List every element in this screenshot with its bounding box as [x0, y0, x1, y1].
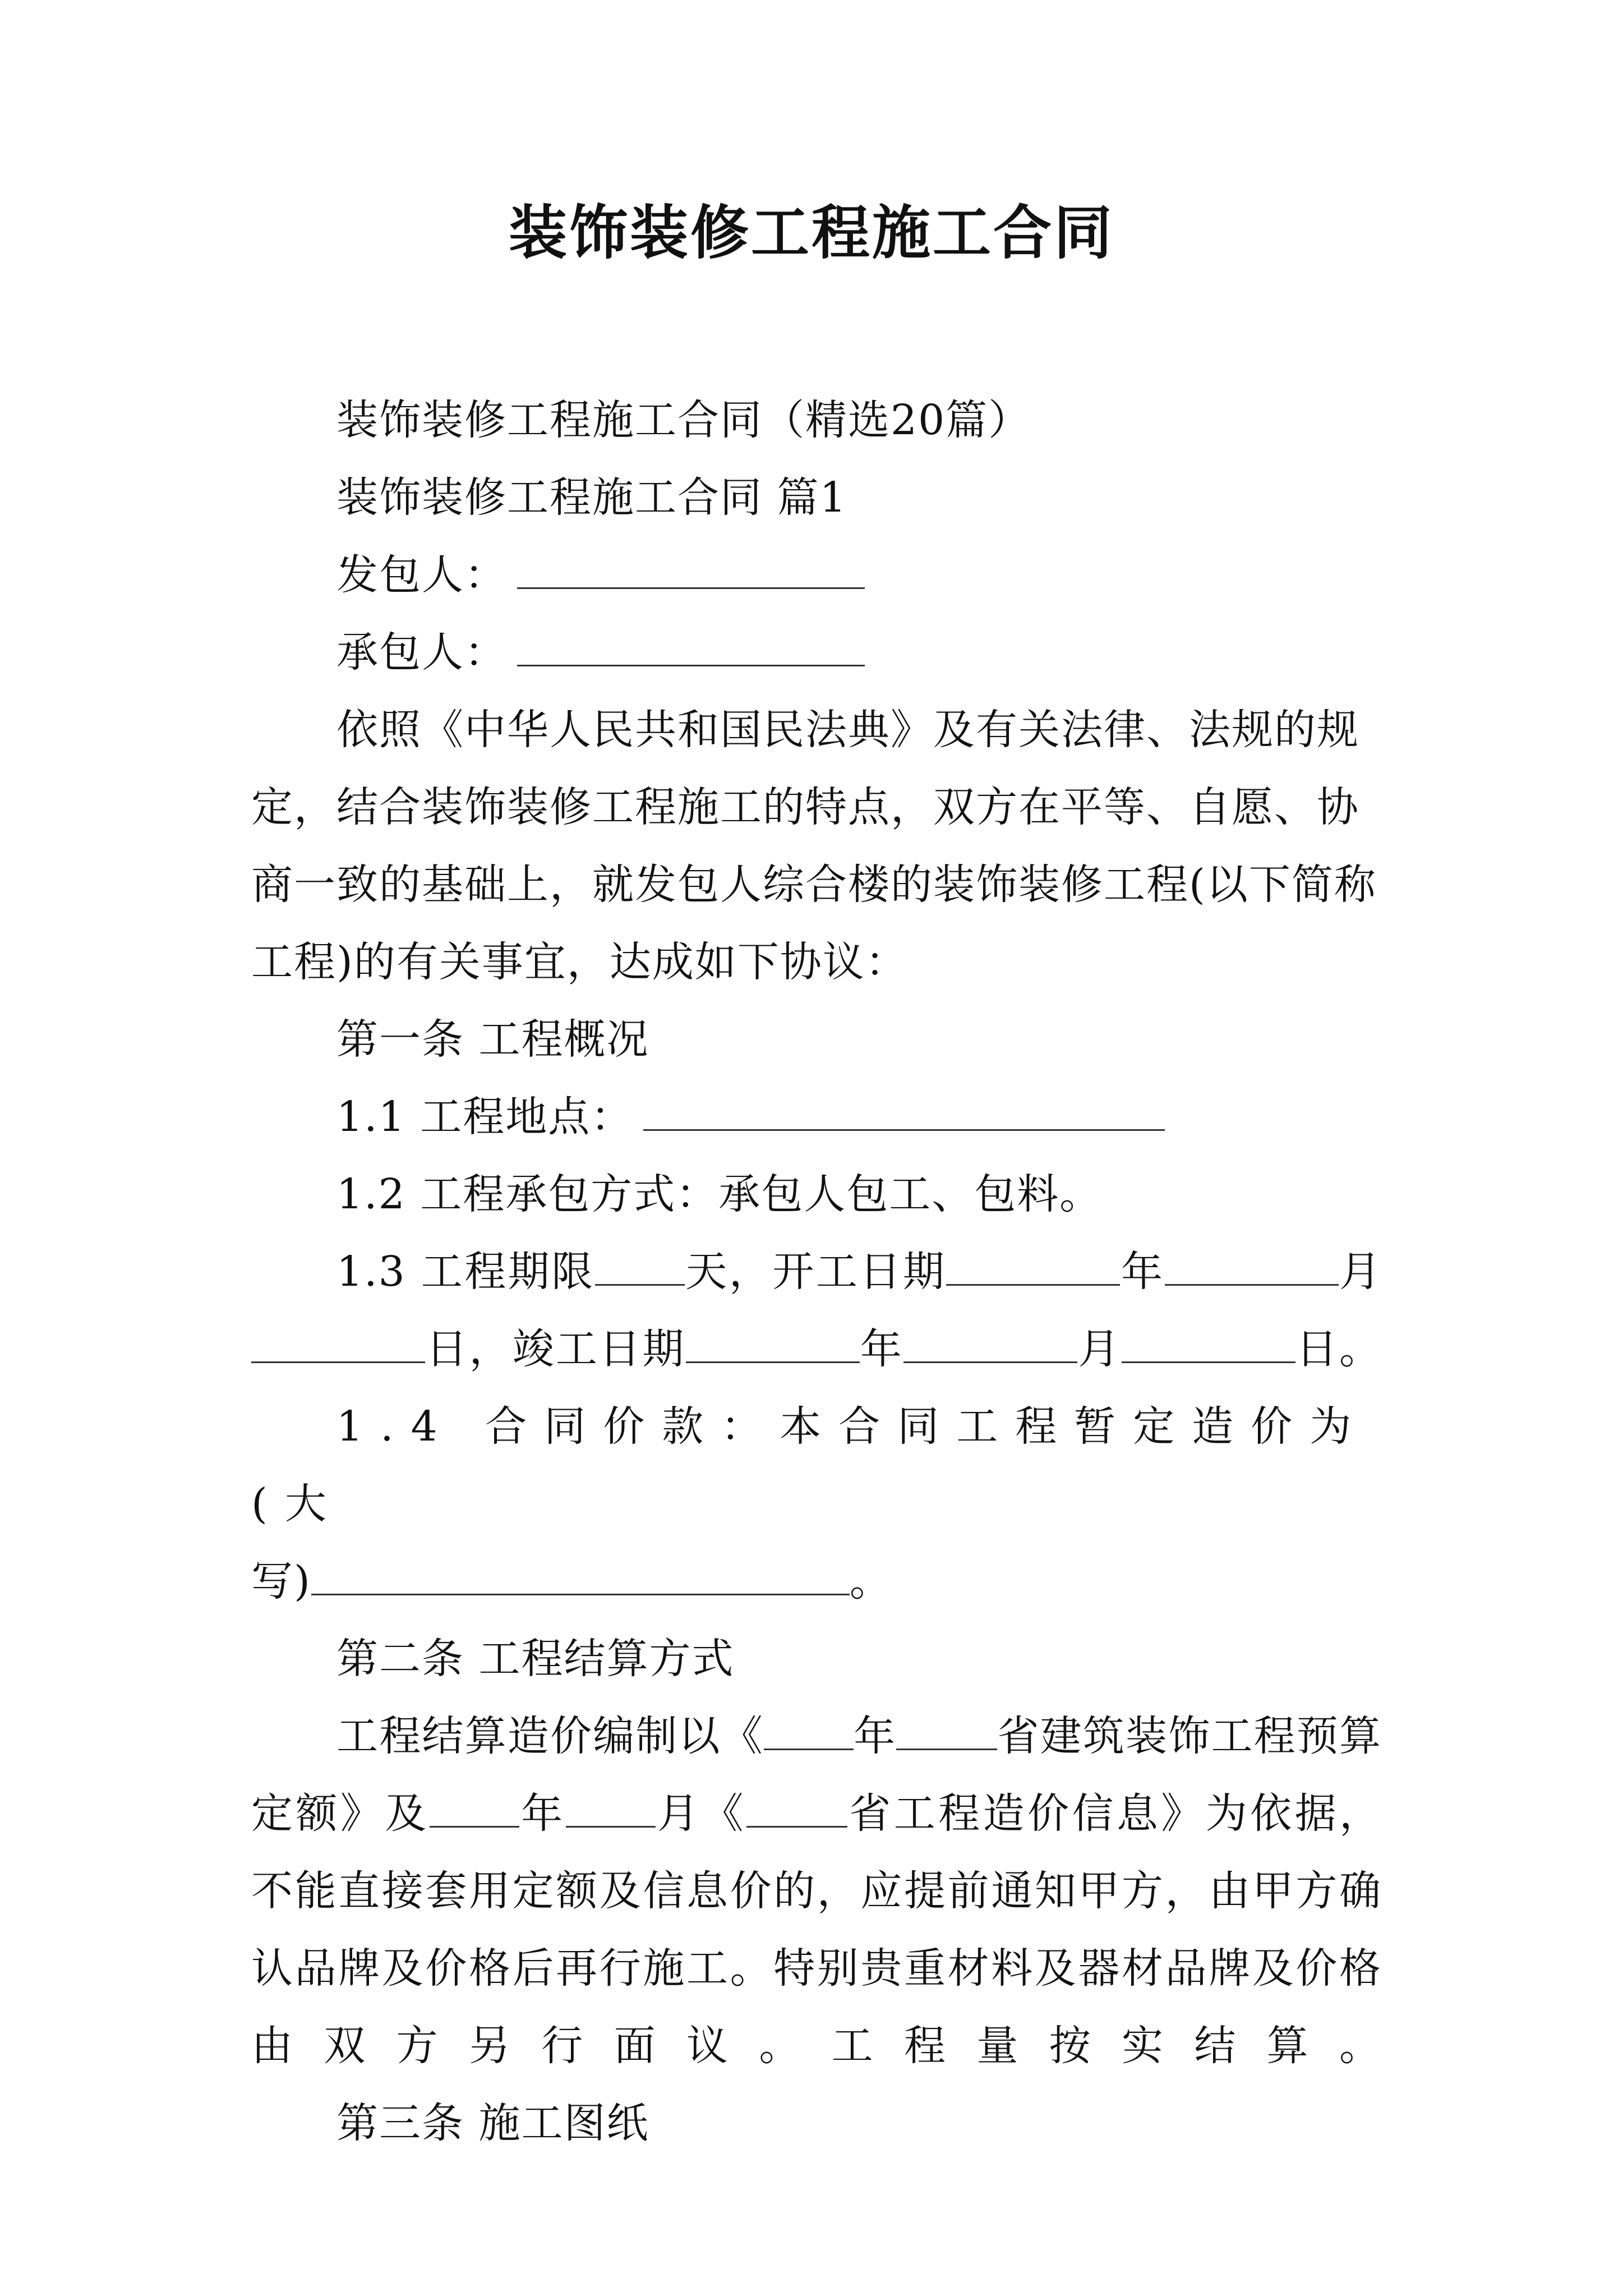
start-month-label: 月	[1338, 1248, 1382, 1296]
completion-date-label: 日，竣工日期	[425, 1325, 686, 1373]
item-1-2: 1.2 工程承包方式：承包人包工、包料。	[336, 1170, 1103, 1218]
price-end: 。	[849, 1557, 892, 1605]
quota-province-blank	[896, 1709, 997, 1750]
party-b-blank	[517, 625, 865, 666]
info-province-blank	[746, 1787, 847, 1828]
end-year-label: 年	[859, 1325, 904, 1373]
quota-year-blank	[764, 1709, 854, 1750]
end-month-label: 月	[1077, 1325, 1122, 1373]
party-b-label: 承包人：	[336, 628, 507, 677]
end-day-label: 日。	[1295, 1325, 1382, 1373]
end-day-blank	[1122, 1322, 1295, 1363]
subtitle: 装饰装修工程施工合同（精选20篇）	[336, 396, 1031, 444]
info-year-label: 年	[519, 1789, 566, 1838]
party-a-label: 发包人：	[336, 551, 507, 599]
price-cont-label: 写)	[251, 1557, 311, 1605]
end-year-blank	[686, 1322, 860, 1363]
end-month-blank	[903, 1322, 1077, 1363]
item-1-3	[251, 1233, 1382, 1310]
item-1-3-cont	[251, 1310, 1382, 1388]
start-month-blank	[1165, 1245, 1339, 1286]
start-date-label: 天，开工日期	[684, 1248, 947, 1296]
basis-start: 工程结算造价编制以《	[336, 1712, 764, 1760]
start-day-blank	[251, 1322, 425, 1363]
party-a-line	[251, 536, 1382, 614]
item-1-1	[251, 1078, 1382, 1156]
contract-body	[251, 381, 1382, 2162]
days-blank	[595, 1245, 685, 1286]
start-year-blank	[946, 1245, 1120, 1286]
quota-year-label: 年	[853, 1712, 897, 1760]
article1-heading: 第一条 工程概况	[336, 1015, 649, 1064]
intro-paragraph: 依照《中华人民共和国民法典》及有关法律、法规的规定，结合装饰装修工程施工的特点，双方在平等、自愿、协商一致的基础上，就发包人综合楼的装饰装修工程(以下简称工程)的有关事宜，达成如下协议：	[251, 706, 1377, 986]
site-label: 1.1 工程地点：	[336, 1093, 634, 1141]
info-year-blank	[430, 1787, 519, 1828]
item-1-4-cont	[251, 1543, 1382, 1620]
info-month-label: 月《	[655, 1789, 746, 1838]
site-blank	[643, 1090, 1165, 1131]
part-heading: 装饰装修工程施工合同 篇1	[336, 473, 847, 522]
price-blank	[311, 1554, 850, 1595]
period-prefix: 1.3 工程期限	[336, 1248, 595, 1296]
article3-heading: 第三条 施工图纸	[336, 2099, 649, 2147]
start-year-label: 年	[1120, 1248, 1165, 1296]
article2-heading: 第二条 工程结算方式	[336, 1635, 735, 1683]
party-b-line	[251, 614, 1382, 691]
quota-province-label: 省建筑装饰工程预算定额》及	[251, 1712, 1382, 1838]
item-1-4: 1.4 合同价款：本合同工程暂定造价为(大	[251, 1402, 1369, 1528]
info-month-blank	[566, 1787, 656, 1828]
page-title: 装饰装修工程施工合同	[508, 199, 1114, 267]
article2-paragraph	[251, 1697, 1382, 2085]
party-a-blank	[517, 548, 865, 589]
info-province-rest: 省工程造价信息》为依据，不能直接套用定额及信息价的，应提前通知甲方，由甲方确认品牌及价格后再行施工。特别贵重材料及器材品牌及价格由双方另行面议。工程量按实结算。	[251, 1789, 1382, 2070]
